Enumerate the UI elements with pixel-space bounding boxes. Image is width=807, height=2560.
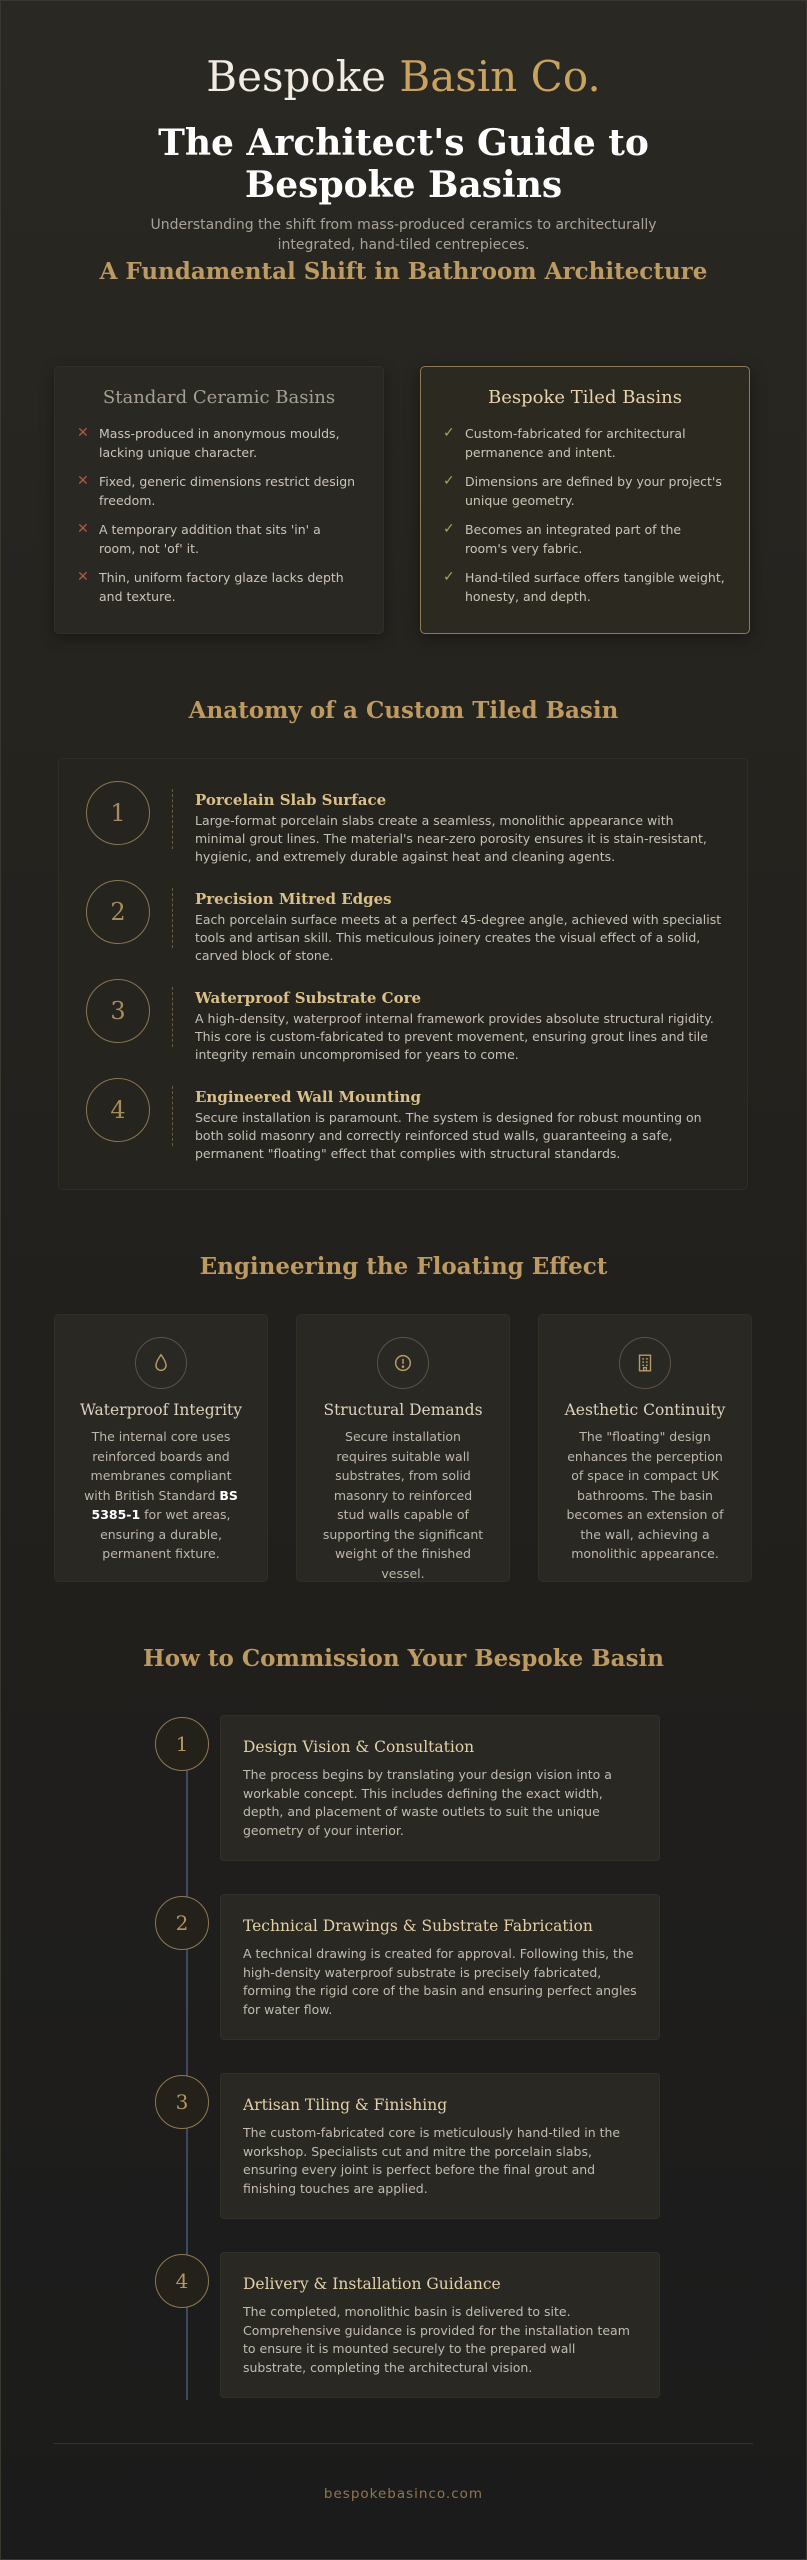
anatomy-number: 4 [86,1078,150,1142]
anatomy-item-title: Precision Mitred Edges [195,890,392,908]
anatomy-item-text: Secure installation is paramount. The system is designed for robust mounting on both solid masonry and correctly reinforced stud walls, guaranteeing a safe, permanent "floating" effect that complies with structural standards. [195,1110,702,1161]
dashed-divider [172,987,173,1047]
anatomy-item-text: Each porcelain surface meets at a perfect 45-degree angle, achieved with specialist tools and artisan skill. This meticulous joinery creates the visual effect of a solid, carved block of stone. [195,912,722,963]
check-icon: ✓ [443,569,455,585]
list-item: ✓ Hand-tiled surface offers tangible weight, honesty, and depth. [443,569,725,604]
anatomy-item-text: A high-density, waterproof internal framework provides absolute structural rigidity. This core is custom-fabricated to prevent movement, ensuring grout lines and tile integrity remain uncompromised for years to come. [195,1011,714,1062]
shift-section-title: A Fundamental Shift in Bathroom Architecture [99,258,708,285]
floating-section-title: Engineering the Floating Effect [199,1253,608,1280]
anatomy-item [59,965,749,1062]
anatomy-item-title: Engineered Wall Mounting [195,1088,421,1106]
cross-icon: ✕ [77,425,89,441]
brand-name-part2: Basin Co. [399,52,601,101]
step-text: The process begins by translating your design vision into a workable concept. This includes defining the exact width, depth, and placement of waste outlets to suit the unique geometry of your interior. [243,1767,612,1838]
list-item: ✕ A temporary addition that sits 'in' a room, not 'of' it. [77,521,321,556]
bespoke-basins-list [443,424,727,606]
card-title: Aesthetic Continuity [564,1401,726,1419]
step-text: The custom-fabricated core is meticulously hand-tiled in the workshop. Specialists cut and mitre the porcelain slabs, ensuring every joint is perfect before the final grout and finishing touches are applied. [243,2125,621,2196]
page-title: The Architect's Guide to Bespoke Basins [158,122,649,206]
list-item: ✕ Fixed, generic dimensions restrict design freedom. [77,473,356,508]
step-title: Design Vision & Consultation [243,1738,475,1756]
aesthetic-continuity-card [538,1314,752,1582]
anatomy-item [59,866,749,963]
bespoke-basins-card [420,366,750,634]
standard-basins-list [77,424,361,606]
timeline-step-card [220,1894,660,2040]
anatomy-item-text: Large-format porcelain slabs create a seamless, monolithic appearance with minimal grout lines. The material's near-zero porosity ensures it is stain-resistant, hygienic, and extremely durable against heat and cleaning agents. [195,813,707,864]
timeline-step-number: 2 [155,1896,209,1950]
step-title: Artisan Tiling & Finishing [243,2096,448,2114]
alert-circle-icon [377,1337,429,1389]
anatomy-number: 3 [86,979,150,1043]
anatomy-number: 1 [86,781,150,845]
timeline-step-card [220,2073,660,2219]
structural-demands-card [296,1314,510,1582]
timeline-step-number: 4 [155,2254,209,2308]
standard-reference: BS 5385-1 [91,1487,238,1522]
anatomy-panel [58,758,748,1190]
standard-basins-card [54,366,384,634]
card-title: Structural Demands [323,1401,483,1419]
footer-divider [54,2443,753,2444]
water-drop-icon [135,1337,187,1389]
step-text: The completed, monolithic basin is delivered to site. Comprehensive guidance is provided for the installation team to ensure it is mounted securely to the prepared wall substrate, completing the architectural vision. [243,2304,630,2375]
dashed-divider [172,1086,173,1146]
waterproof-integrity-card [54,1314,268,1582]
list-item: ✓ Dimensions are defined by your project's unique geometry. [443,473,722,508]
cross-icon: ✕ [77,569,89,585]
card-text: The internal core uses reinforced boards and membranes compliant with British Standard BS 5385-1 for wet areas, ensuring a durable, permanent fixture. [84,1429,238,1561]
step-text: A technical drawing is created for approval. Following this, the high-density waterproof substrate is precisely fabricated, forming the rigid core of the basin and ensuring perfect angles for water flow. [243,1946,637,2017]
list-item: ✕ Mass-produced in anonymous moulds, lacking unique character. [77,425,340,460]
timeline-step-card [220,1715,660,1861]
card-text: Secure installation requires suitable wall substrates, from solid masonry to reinforced stud walls capable of supporting the significant weight of the finished vessel. [322,1429,484,1581]
anatomy-item-title: Porcelain Slab Surface [195,791,387,809]
anatomy-item-title: Waterproof Substrate Core [195,989,422,1007]
card-title: Waterproof Integrity [79,1401,243,1419]
anatomy-item [59,767,749,864]
anatomy-section-title: Anatomy of a Custom Tiled Basin [188,697,619,724]
card-text: The "floating" design enhances the perception of space in compact UK bathrooms. The basin becomes an extension of the wall, achieving a monolithic appearance. [566,1429,724,1561]
check-icon: ✓ [443,521,455,537]
list-item: ✓ Becomes an integrated part of the room's very fabric. [443,521,682,556]
timeline-step-number: 3 [155,2075,209,2129]
dashed-divider [172,789,173,849]
step-title: Delivery & Installation Guidance [243,2275,501,2293]
cross-icon: ✕ [77,521,89,537]
standard-basins-heading: Standard Ceramic Basins [102,387,336,408]
timeline-step-number: 1 [155,1717,209,1771]
check-icon: ✓ [443,473,455,489]
brand-name-part1: Bespoke [206,52,387,101]
check-icon: ✓ [443,425,455,441]
brand-logo [0,52,807,101]
anatomy-number: 2 [86,880,150,944]
bespoke-basins-heading: Bespoke Tiled Basins [488,387,682,408]
page-subtitle: Understanding the shift from mass-produced ceramics to architecturally integrated, hand-tiled centrepieces. [150,217,657,253]
list-item: ✕ Thin, uniform factory glaze lacks depth and texture. [77,569,344,604]
building-icon [619,1337,671,1389]
footer-url: bespokebasinco.com [323,2486,484,2502]
commission-section-title: How to Commission Your Bespoke Basin [143,1645,664,1672]
dashed-divider [172,888,173,948]
timeline-step-card [220,2252,660,2398]
cross-icon: ✕ [77,473,89,489]
list-item: ✓ Custom-fabricated for architectural permanence and intent. [443,425,686,460]
anatomy-item [59,1064,749,1161]
step-title: Technical Drawings & Substrate Fabrication [243,1917,593,1935]
